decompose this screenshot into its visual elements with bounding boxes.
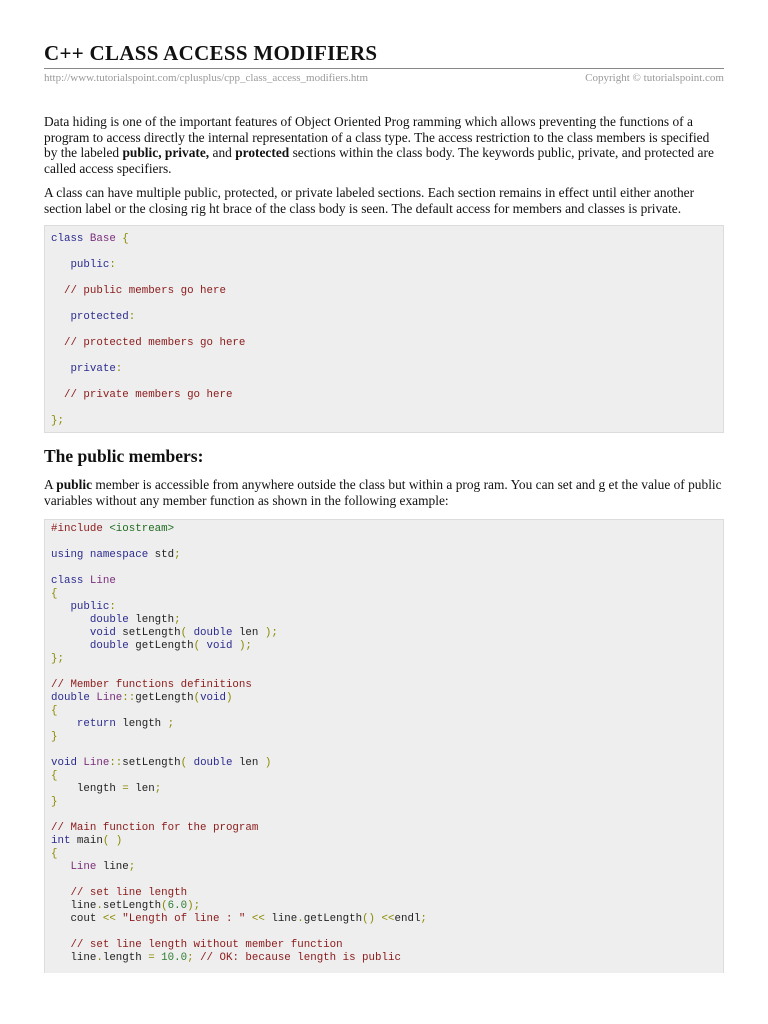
code-token: << — [102, 913, 123, 925]
code-token: length — [122, 718, 168, 730]
code-token: ; — [174, 614, 181, 626]
code-token: << — [381, 913, 395, 925]
code-token: { — [51, 770, 58, 782]
code-token: len — [238, 757, 265, 769]
code-token: } — [51, 731, 58, 743]
code-line — [51, 307, 717, 333]
code-token: Line — [83, 757, 110, 769]
code-token: { — [51, 705, 58, 717]
code-token: Line — [89, 575, 116, 587]
code-token: ); — [238, 640, 252, 652]
code-token: { — [51, 848, 58, 860]
code-token: void — [51, 757, 84, 769]
code-block-base-class — [44, 225, 724, 433]
code-token: double — [51, 692, 97, 704]
code-token: <iostream> — [109, 523, 175, 535]
code-token: len — [238, 627, 265, 639]
code-line — [51, 861, 717, 874]
code-token: 10.0 — [161, 952, 188, 964]
intro-bold-protected: protected — [235, 145, 290, 160]
code-token: line — [51, 900, 97, 912]
code-token: () — [362, 913, 382, 925]
code-token: class — [51, 575, 90, 587]
paragraph-text: A — [44, 477, 57, 492]
code-token: << — [251, 913, 272, 925]
section-heading-public: The public members: — [44, 446, 204, 466]
code-line — [51, 359, 717, 385]
code-token: length — [135, 614, 175, 626]
code-token: // Member functions definitions — [51, 679, 252, 691]
code-token: // set line length without member function — [51, 939, 343, 951]
code-token: line — [271, 913, 298, 925]
code-line — [51, 705, 717, 718]
code-token: // protected members go here — [51, 337, 246, 349]
code-line — [51, 281, 717, 307]
code-token: setLength — [122, 757, 181, 769]
code-token: getLength — [135, 692, 194, 704]
code-token: using namespace — [51, 549, 155, 561]
code-line — [51, 783, 717, 796]
code-line — [51, 809, 717, 822]
code-line — [51, 770, 717, 783]
code-token: . — [96, 900, 103, 912]
code-token: double — [51, 640, 136, 652]
code-token: cout — [51, 913, 103, 925]
code-line — [51, 229, 717, 255]
code-token: #include — [51, 523, 110, 535]
code-line — [51, 679, 717, 692]
code-line — [51, 913, 717, 926]
code-line — [51, 822, 717, 835]
code-line — [51, 731, 717, 744]
code-token: } — [51, 796, 58, 808]
code-token: double — [51, 614, 136, 626]
code-token: // public members go here — [51, 285, 226, 297]
code-token: : — [109, 601, 116, 613]
code-token: main — [76, 835, 103, 847]
code-token: // Main function for the program — [51, 822, 259, 834]
code-token: ( — [193, 640, 207, 652]
code-token: void — [51, 627, 123, 639]
code-token: ; — [174, 549, 181, 561]
code-token: private — [51, 363, 116, 375]
code-token: endl — [394, 913, 421, 925]
code-token: protected — [51, 311, 129, 323]
code-line — [51, 848, 717, 861]
code-token: public — [51, 601, 110, 613]
bold-public: public — [56, 477, 93, 492]
page-title: C++ CLASS ACCESS MODIFIERS — [44, 41, 378, 65]
code-token: }; — [51, 653, 64, 665]
code-token: double — [193, 627, 239, 639]
code-token: : — [115, 363, 123, 375]
code-token: int — [51, 835, 77, 847]
code-line — [51, 952, 717, 965]
code-token: { — [51, 588, 58, 600]
intro-paragraph-2: A class can have multiple public, protected, or private labeled sections. Each section remains in effect until either another section label or the closing rig ht brace of the class body is seen. The default access for members and classes is private. — [44, 185, 695, 216]
code-token: 6.0 — [167, 900, 188, 912]
code-line — [51, 333, 717, 359]
code-token: double — [193, 757, 239, 769]
paragraph-text: member is accessible from anywhere outside the class but within a prog ram. You can set and g et the value of public variables without any member function as shown in the following example: — [44, 477, 722, 508]
code-line — [51, 874, 717, 887]
code-token: setLength — [102, 900, 162, 912]
document-page — [44, 40, 724, 973]
code-token: ( — [180, 627, 194, 639]
code-token: line — [102, 861, 129, 873]
intro-text: sections within the class body. The keywords public, private, and protected are called access specifiers. — [44, 145, 714, 176]
code-token: ( — [161, 900, 168, 912]
code-token: :: — [109, 757, 123, 769]
code-line — [51, 601, 717, 614]
code-line — [51, 411, 717, 433]
code-token: setLength — [122, 627, 181, 639]
code-token: . — [297, 913, 304, 925]
copyright-notice: Copyright © tutorialspoint.com — [585, 72, 724, 84]
code-token: length — [102, 952, 149, 964]
code-line — [51, 640, 717, 653]
code-line — [51, 939, 717, 952]
public-members-paragraph — [44, 477, 724, 508]
code-line — [51, 562, 717, 575]
code-line — [51, 744, 717, 757]
page-meta — [44, 71, 724, 85]
code-token: Line — [96, 692, 123, 704]
code-token: ; — [420, 913, 427, 925]
code-token: void — [200, 692, 226, 704]
code-line — [51, 575, 717, 588]
code-line — [51, 666, 717, 679]
code-token: void — [206, 640, 239, 652]
code-token: ); — [187, 900, 201, 912]
code-block-line-example — [44, 519, 724, 973]
code-token: :: — [122, 692, 136, 704]
code-token: "Length of line : " — [122, 913, 252, 925]
code-line — [51, 900, 717, 913]
code-token: ( — [193, 692, 201, 704]
code-token: ; — [187, 952, 201, 964]
code-line — [51, 588, 717, 601]
code-line — [51, 757, 717, 770]
code-token: . — [96, 952, 103, 964]
code-token: ; — [128, 861, 136, 873]
code-token: // private members go here — [51, 389, 233, 401]
code-line — [51, 835, 717, 848]
code-token: ) — [225, 692, 233, 704]
code-line — [51, 926, 717, 939]
code-token: ; — [167, 718, 175, 730]
code-line — [51, 718, 717, 731]
code-token: len — [135, 783, 155, 795]
code-token: ); — [264, 627, 278, 639]
code-token: class — [51, 233, 90, 245]
code-token: }; — [51, 415, 64, 427]
intro-text: Data hiding is one of the important features of Object Oriented Prog ramming which allows preventing the functions of a program to access directly the internal representation of a class type. The access restriction to the class members is specified by the labeled — [44, 114, 710, 160]
code-token: ( ) — [102, 835, 123, 847]
code-line — [51, 385, 717, 411]
code-token: : — [128, 311, 136, 323]
source-url[interactable]: http://www.tutorialspoint.com/cplusplus/cpp_class_access_modifiers.htm — [44, 72, 369, 84]
code-token: line — [51, 952, 97, 964]
code-line — [51, 536, 717, 549]
code-token: // OK: because length is public — [200, 952, 401, 964]
code-line — [51, 255, 717, 281]
code-token: public — [51, 259, 110, 271]
code-token: std — [154, 549, 175, 561]
code-token: ( — [180, 757, 194, 769]
code-token: = — [122, 783, 136, 795]
code-token: // set line length — [51, 887, 188, 899]
code-token: = — [148, 952, 162, 964]
code-line — [51, 796, 717, 809]
intro-paragraph-1 — [44, 114, 724, 176]
code-token: length — [51, 783, 123, 795]
code-line — [51, 653, 717, 666]
code-line — [51, 887, 717, 900]
code-token: ) — [264, 757, 272, 769]
code-token: ; — [154, 783, 162, 795]
title-divider — [44, 68, 724, 69]
code-line — [51, 549, 717, 562]
code-token: return — [51, 718, 123, 730]
code-token: Base — [89, 233, 116, 245]
code-line — [51, 627, 717, 640]
code-token: getLength — [135, 640, 194, 652]
code-line — [51, 523, 717, 536]
code-token: Line — [51, 861, 103, 873]
code-line — [51, 692, 717, 705]
intro-text: and — [209, 145, 236, 160]
code-token: getLength — [303, 913, 363, 925]
code-token: { — [115, 233, 129, 245]
code-token: : — [109, 259, 116, 271]
intro-bold-public-private: public, private, — [122, 145, 210, 160]
code-line — [51, 614, 717, 627]
